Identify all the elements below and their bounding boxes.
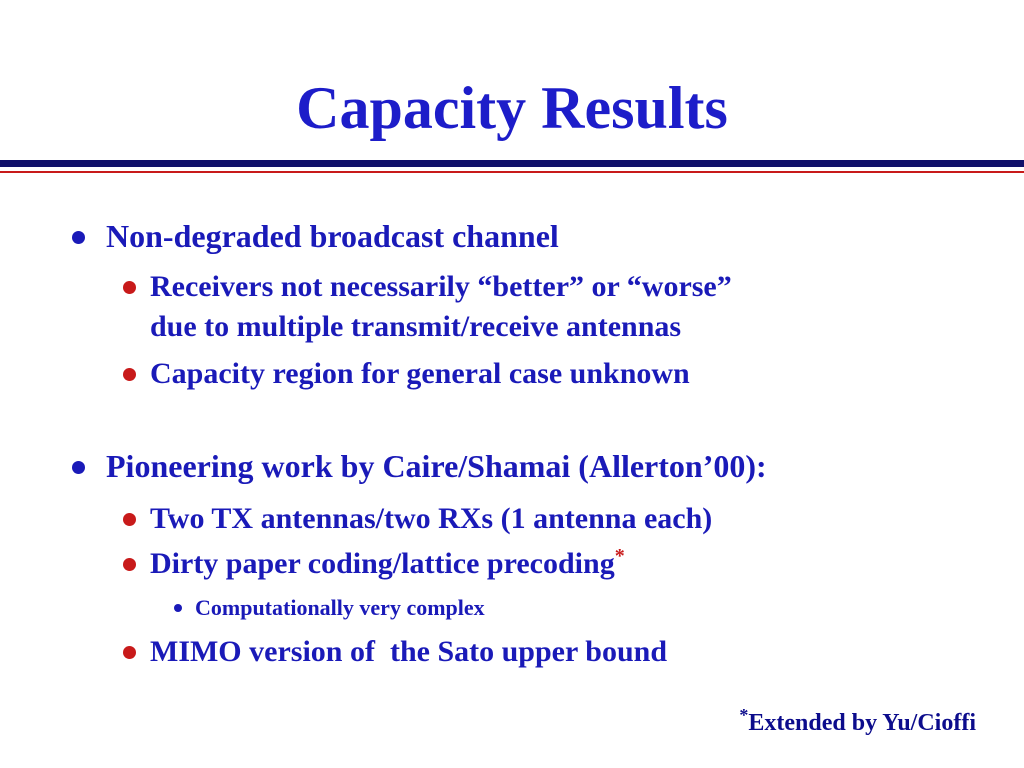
sub-bullet-capacity-region: Capacity region for general case unknown bbox=[150, 357, 690, 390]
bullet-dot bbox=[123, 513, 136, 526]
bullet-dot bbox=[123, 646, 136, 659]
bullet-non-degraded-channel: Non-degraded broadcast channel bbox=[106, 218, 559, 254]
bullet-pioneering-work: Pioneering work by Caire/Shamai (Allerton’00): bbox=[106, 448, 767, 484]
footnote-text: Extended by Yu/Cioffi bbox=[748, 710, 976, 736]
sub-bullet-mimo-sato-bound: MIMO version of the Sato upper bound bbox=[150, 635, 668, 668]
bullet-dot bbox=[72, 231, 85, 244]
footnote-marker: * bbox=[614, 545, 625, 567]
bullet-dot bbox=[174, 604, 182, 612]
title-divider-navy bbox=[0, 160, 1024, 167]
dirty-paper-coding-text: Dirty paper coding/lattice precoding bbox=[150, 547, 615, 580]
sub-bullet-dirty-paper-coding bbox=[150, 546, 625, 582]
footnote bbox=[739, 705, 976, 738]
footnote-star: * bbox=[739, 705, 749, 725]
sub-sub-bullet-computationally-complex: Computationally very complex bbox=[195, 595, 485, 620]
bullet-dot bbox=[72, 461, 85, 474]
bullet-dot bbox=[123, 368, 136, 381]
sub-bullet-two-tx-antennas: Two TX antennas/two RXs (1 antenna each) bbox=[150, 502, 713, 535]
sub-bullet-receivers: Receivers not necessarily “better” or “worse” bbox=[150, 270, 732, 303]
slide-title: Capacity Results bbox=[296, 75, 728, 141]
sub-bullet-receivers-continued: due to multiple transmit/receive antennas bbox=[150, 310, 682, 343]
bullet-dot bbox=[123, 281, 136, 294]
title-divider-red bbox=[0, 171, 1024, 173]
bullet-dot bbox=[123, 558, 136, 571]
